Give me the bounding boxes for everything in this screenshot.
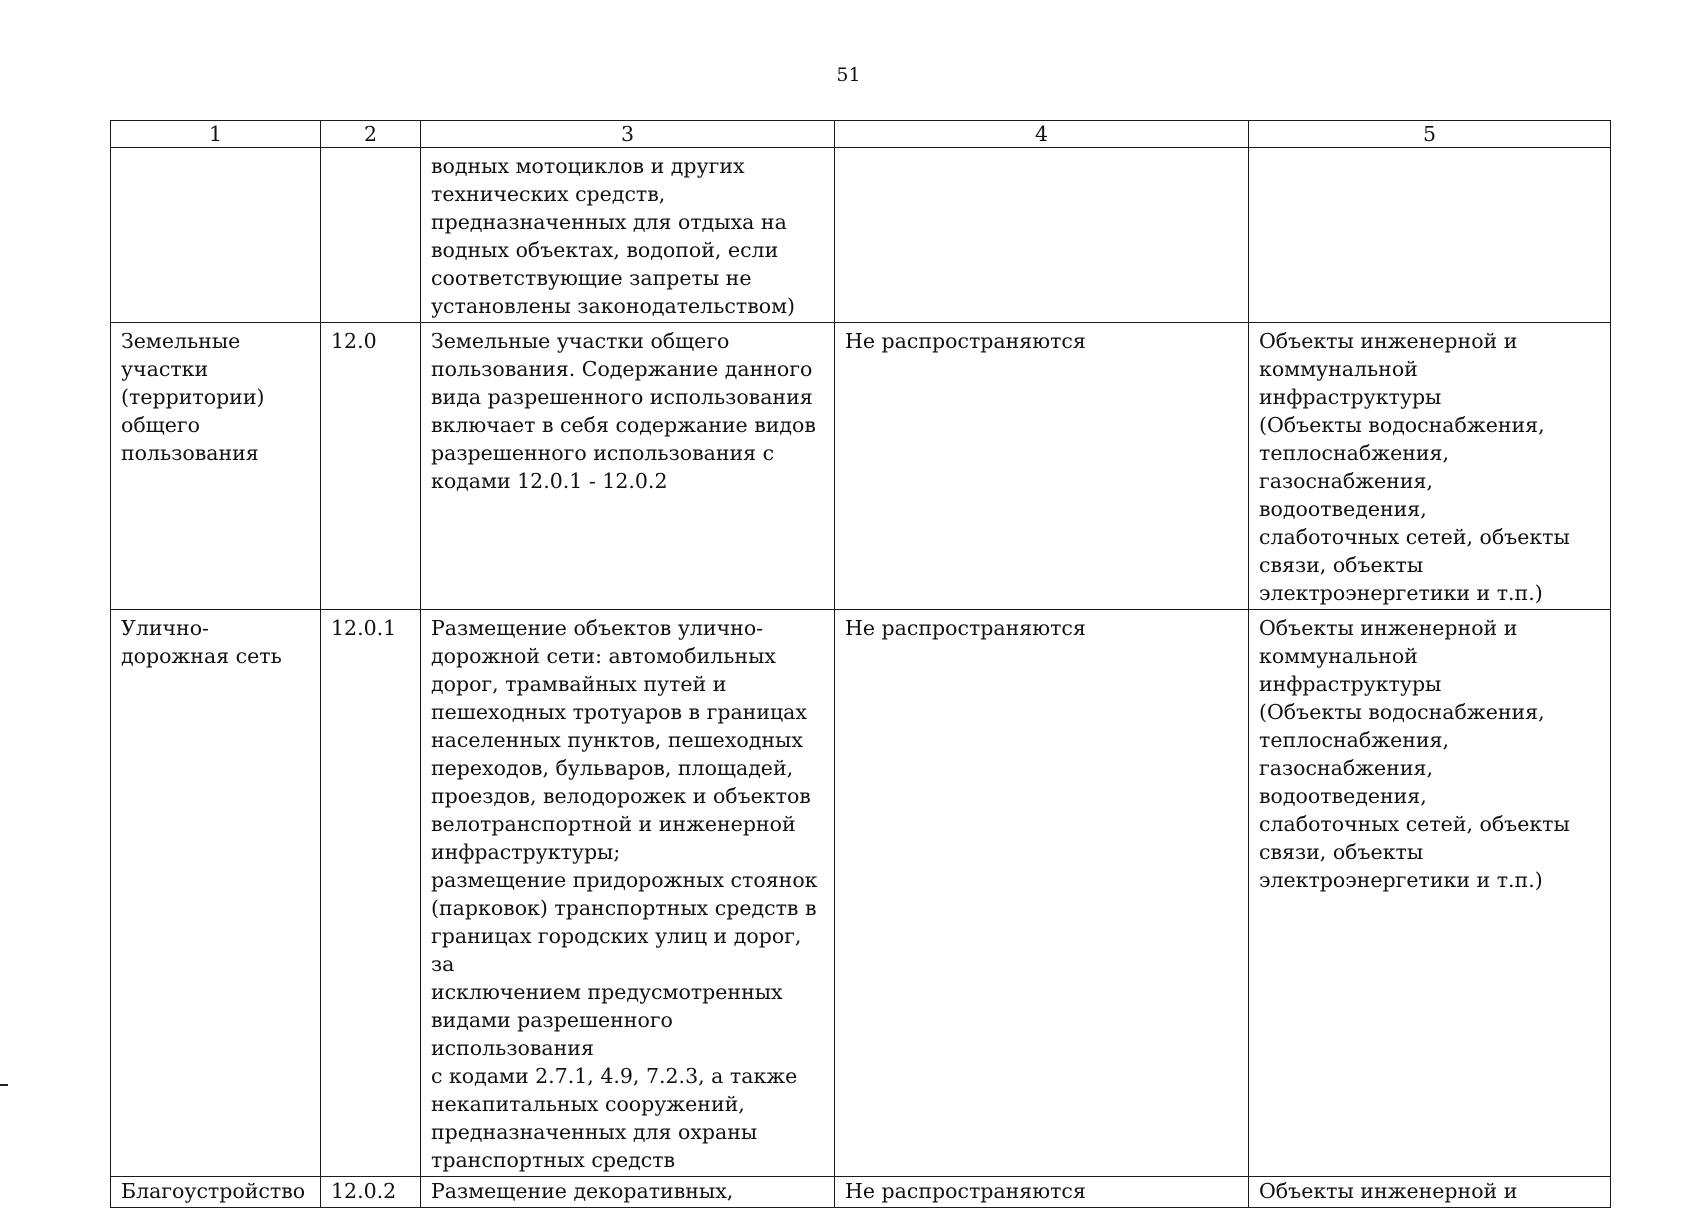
margin-mark xyxy=(0,1084,8,1086)
column-5-text: Объекты инженерной и xyxy=(1259,1179,1518,1203)
description-cell xyxy=(421,610,835,1177)
use-description: водных мотоциклов и других технических средств, предназначенных для отдыха на водных объектах, водопой, если соответствующие запреты не установлены законодательством) xyxy=(431,154,796,318)
table-row xyxy=(111,1177,1611,1208)
column-header-5: 5 xyxy=(1249,121,1611,148)
column-5-cell xyxy=(1249,610,1611,1177)
description-cell xyxy=(421,323,835,610)
use-code-cell xyxy=(321,1177,421,1208)
table-row xyxy=(111,610,1611,1177)
use-code-cell xyxy=(321,323,421,610)
regulations-table xyxy=(110,120,1611,1208)
column-5-text: Объекты инженерной и коммунальной инфраструктуры (Объекты водоснабжения, теплоснабжения, газоснабжения, водоотведения, слаботочных сетей, объекты связи, объекты электроэнергетики и т.п.) xyxy=(1259,329,1570,605)
table-row xyxy=(111,148,1611,323)
column-header-4: 4 xyxy=(835,121,1249,148)
use-name: Земельные участки (территории) общего пользования xyxy=(121,329,265,465)
table-container xyxy=(110,120,1610,1208)
header-row xyxy=(111,121,1611,148)
table-row xyxy=(111,323,1611,610)
column-header-3: 3 xyxy=(421,121,835,148)
column-4-cell xyxy=(835,148,1249,323)
use-code: 12.0.2 xyxy=(331,1179,397,1203)
description-cell xyxy=(421,148,835,323)
use-description: Размещение декоративных, xyxy=(431,1179,734,1203)
use-name-cell xyxy=(111,148,321,323)
column-4-text: Не распространяются xyxy=(845,616,1086,640)
page-number: 51 xyxy=(836,64,861,86)
column-5-cell xyxy=(1249,1177,1611,1208)
description-cell xyxy=(421,1177,835,1208)
use-description: Размещение объектов улично- дорожной сети: автомобильных дорог, трамвайных путей и пешеходных тротуаров в границах населенных пунктов, пешеходных переходов, бульваров, площадей, проездов, велодорожек и объектов велотранспортной и инженерной инфраструктуры; размещение придорожных стоянок (парковок) транспортных средств в границах городских улиц и дорог, за исключением предусмотренных видами разрешенного использования с кодами 2.7.1, 4.9, 7.2.3, а также некапитальных сооружений, предназначенных для охраны транспортных средств xyxy=(431,616,818,1172)
column-4-text: Не распространяются xyxy=(845,329,1086,353)
use-code: 12.0 xyxy=(331,329,377,353)
use-code: 12.0.1 xyxy=(331,616,397,640)
column-header-1: 1 xyxy=(111,121,321,148)
column-5-cell xyxy=(1249,148,1611,323)
column-4-cell xyxy=(835,1177,1249,1208)
column-5-text: Объекты инженерной и коммунальной инфраструктуры (Объекты водоснабжения, теплоснабжения, газоснабжения, водоотведения, слаботочных сетей, объекты связи, объекты электроэнергетики и т.п.) xyxy=(1259,616,1570,892)
use-name: Благоустройство xyxy=(121,1179,306,1203)
column-4-cell xyxy=(835,610,1249,1177)
column-5-cell xyxy=(1249,323,1611,610)
use-name-cell xyxy=(111,1177,321,1208)
use-name-cell xyxy=(111,323,321,610)
use-description: Земельные участки общего пользования. Содержание данного вида разрешенного использования включает в себя содержание видов разрешенного использования с кодами 12.0.1 - 12.0.2 xyxy=(431,329,816,493)
use-name: Улично- дорожная сеть xyxy=(121,616,282,668)
column-4-cell xyxy=(835,323,1249,610)
use-code-cell xyxy=(321,148,421,323)
use-name-cell xyxy=(111,610,321,1177)
column-header-2: 2 xyxy=(321,121,421,148)
use-code-cell xyxy=(321,610,421,1177)
column-4-text: Не распространяются xyxy=(845,1179,1086,1203)
